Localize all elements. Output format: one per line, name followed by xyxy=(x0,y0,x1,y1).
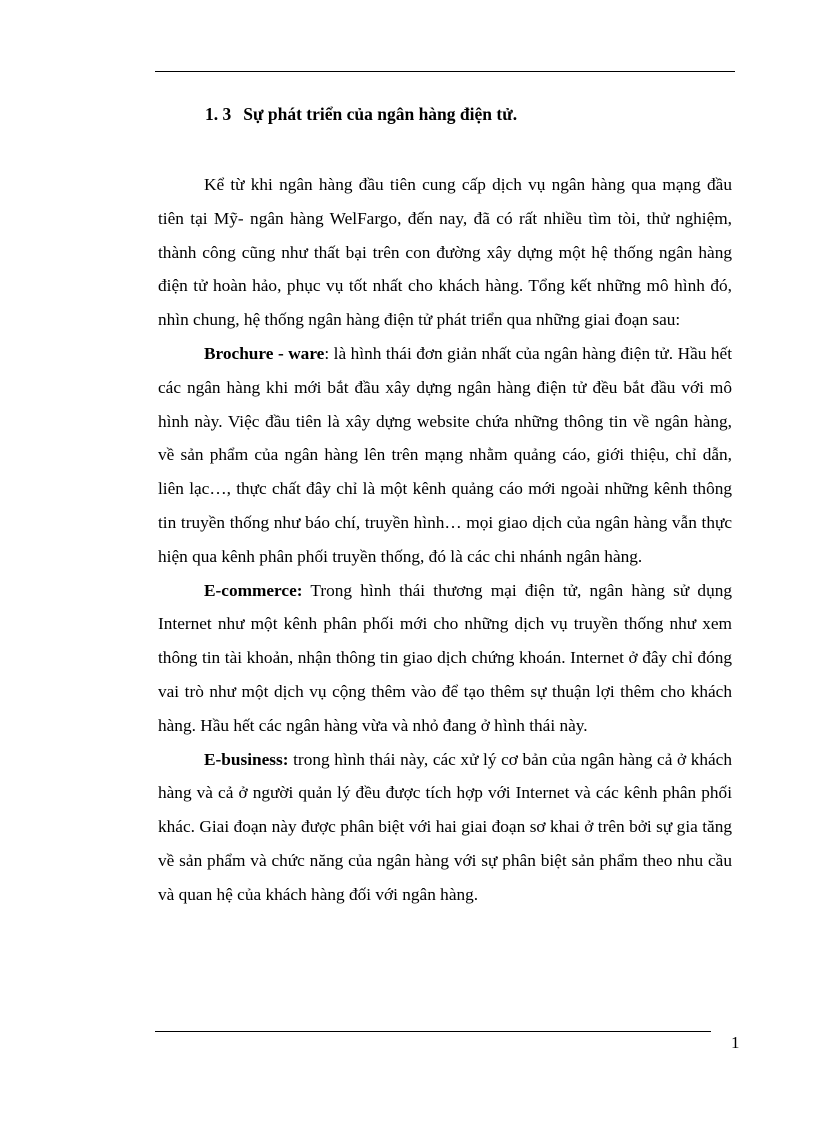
e-business-description: trong hình thái này, các xử lý cơ bản của ngân hàng cả ở khách hàng và cả ở người quản lý đều được tích hợp với Internet và các kênh phân phối khác. Giai đoạn này được phân biệt với hai giai đoạn sơ khai ở trên bởi sự gia tăng về sản phẩm và chức năng của ngân hàng với sự phân biệt sản phẩm theo nhu cầu và quan hệ của khách hàng đối với ngân hàng. xyxy=(158,749,732,904)
section-title: Sự phát triển của ngân hàng điện tử. xyxy=(243,104,518,124)
paragraph-brochure-ware xyxy=(158,337,732,574)
brochure-ware-description: : là hình thái đơn giản nhất của ngân hàng điện tử. Hầu hết các ngân hàng khi mới bắt đầu xây dựng ngân hàng điện tử đều bắt đầu với mô hình này. Việc đầu tiên là xây dựng website chứa những thông tin về ngân hàng, về sản phẩm của ngân hàng lên trên mạng nhằm quảng cáo, giới thiệu, chỉ dẫn, liên lạc…, thực chất đây chỉ là một kênh quảng cáo mới ngoài những kênh thông tin truyền thống như báo chí, truyền hình… mọi giao dịch của ngân hàng vẫn thực hiện qua kênh phân phối truyền thống, đó là các chi nhánh ngân hàng. xyxy=(158,343,732,566)
e-commerce-description: Trong hình thái thương mại điện tử, ngân hàng sử dụng Internet như một kênh phân phối mới cho những dịch vụ truyền thống như xem thông tin tài khoản, nhận thông tin giao dịch chứng khoán. Internet ở đây chỉ đóng vai trò như một dịch vụ cộng thêm vào để tạo thêm sự thuận lợi thêm cho khách hàng. Hầu hết các ngân hàng vừa và nhỏ đang ở hình thái này. xyxy=(158,580,732,735)
header-rule xyxy=(155,71,735,72)
paragraph-e-business xyxy=(158,743,732,912)
term-e-business: E-business: xyxy=(204,749,289,769)
section-number: 1. 3 xyxy=(205,104,232,124)
page-number: 1 xyxy=(731,1033,740,1052)
footer-rule xyxy=(155,1031,711,1032)
section-heading xyxy=(205,104,517,125)
term-brochure-ware: Brochure - ware xyxy=(204,343,325,363)
body-text xyxy=(158,168,732,912)
paragraph-e-commerce xyxy=(158,574,732,743)
term-e-commerce: E-commerce: xyxy=(204,580,303,600)
paragraph-intro: Kể từ khi ngân hàng đầu tiên cung cấp dịch vụ ngân hàng qua mạng đầu tiên tại Mỹ- ngân hàng WelFargo, đến nay, đã có rất nhiều tìm tòi, thử nghiệm, thành công cũng như thất bại trên con đường xây dựng một hệ thống ngân hàng điện tử hoàn hảo, phục vụ tốt nhất cho khách hàng. Tổng kết những mô hình đó, nhìn chung, hệ thống ngân hàng điện tử phát triển qua những giai đoạn sau: xyxy=(158,175,732,330)
